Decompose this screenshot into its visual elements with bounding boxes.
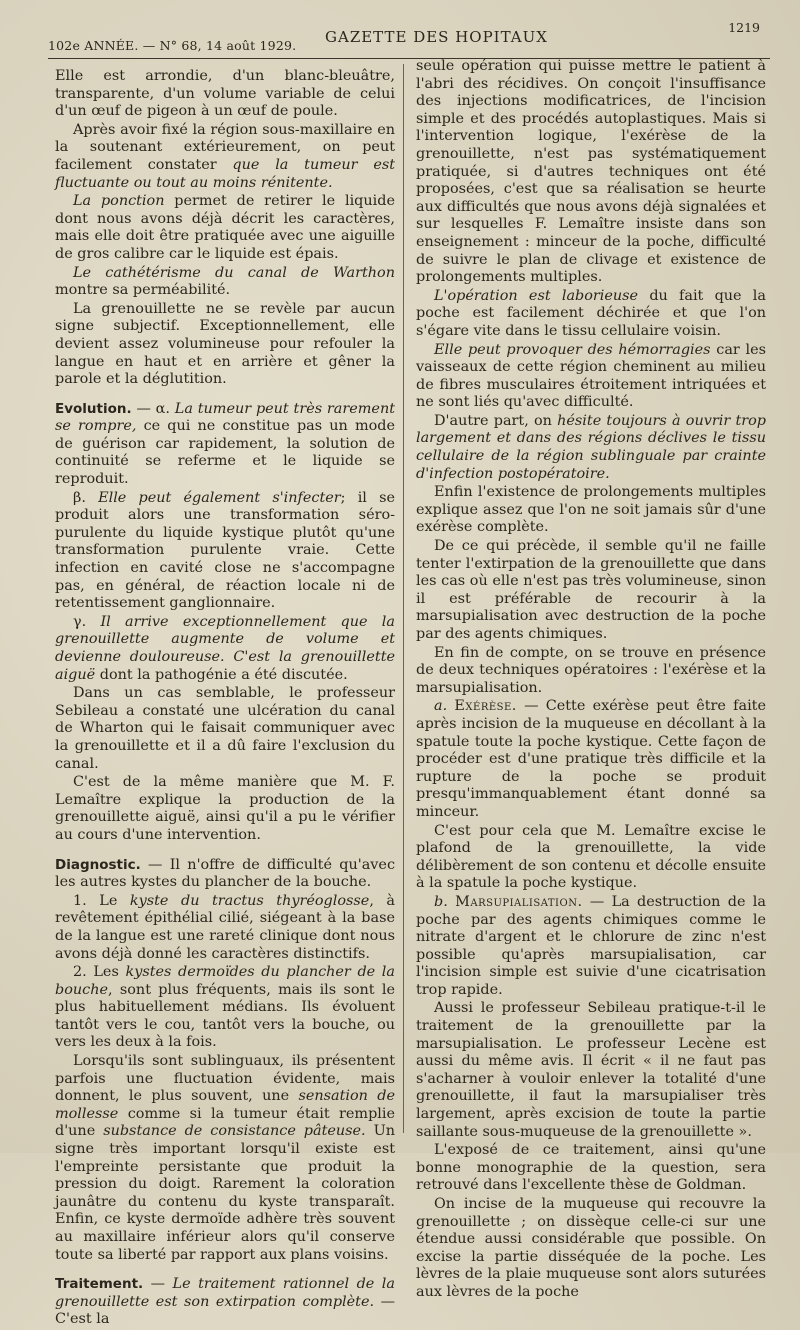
paragraph: Enfin l'existence de prolongements multiples explique assez que l'on ne soit jamais sûr d'une exérèse complète. xyxy=(416,484,766,536)
subsection-heading: Exérèse. xyxy=(454,698,517,715)
paragraph: C'est de la même manière que M. F. Lemaître explique la production de la grenouillette aiguë, ainsi qu'il a pu le vérifier au cours d'une intervention. xyxy=(55,774,395,843)
subsection-exerese: a. Exérèse. — Cette exérèse peut être faite après incision de la muqueuse en décollant à la spatule toute la poche kystique. Cette façon de procéder est d'une pratique très difficile et la rupture de la poche se produit presqu'immanquablement étant donné sa minceur. xyxy=(416,698,766,820)
section-diagnostic: Diagnostic. — Il n'offre de difficulté qu'avec les autres kystes du plancher de la bouche. xyxy=(55,856,395,891)
paragraph: Elle est arrondie, d'un blanc-bleuâtre, transparente, d'un volume variable de celui d'un œuf de pigeon à un œuf de poule. xyxy=(55,68,395,120)
column-separator xyxy=(403,64,404,1133)
paragraph: On incise de la muqueuse qui recouvre la grenouillette ; on dissèque celle-ci sur une étendue aussi considérable que possible. On excise la partie disséquée de la poche. Les lèvres de la plaie muqueuse sont alors suturées aux lèvres de la poche xyxy=(416,1196,766,1300)
paragraph: En fin de compte, on se trouve en présence de deux techniques opératoires : l'exérèse et la marsupialisation. xyxy=(416,644,766,696)
paragraph: Après avoir fixé la région sous-maxillaire en la soutenant extérieurement, on peut facilement constater que la tumeur est fluctuante ou tout au moins rénitente. xyxy=(55,121,395,191)
paragraph: L'opération est laborieuse du fait que la poche est facilement déchirée et que l'on s'égare vite dans le tissu cellulaire voisin. xyxy=(416,287,766,339)
subsection-heading: Marsupialisation. xyxy=(455,893,583,910)
journal-title: GAZETTE DES HOPITAUX xyxy=(325,28,548,46)
paragraph: De ce qui précède, il semble qu'il ne faille tenter l'extirpation de la grenouillette que dans les cas où elle n'est pas très volumineuse, sinon il est préférable de recourir à la marsupialisation avec destruction de la poche par des agents chimiques. xyxy=(416,538,766,642)
subsection-marsupialisation: b. Marsupialisation. — La destruction de la poche par des agents chimiques comme le nitrate d'argent et le chlorure de zinc n'est possible qu'après marsupialisation, car l'incision simple est suivie d'une cicatrisation trop rapide. xyxy=(416,893,766,998)
paragraph: La grenouillette ne se revèle par aucun signe subjectif. Exceptionnellement, elle devient assez volumineuse pour refouler la langue en haut et en arrière et gêner la parole et la déglutition. xyxy=(55,300,395,388)
paragraph: Le cathétérisme du canal de Warthon montre sa perméabilité. xyxy=(55,264,395,299)
page-number: 1219 xyxy=(728,20,760,35)
page-header xyxy=(40,18,770,58)
paragraph: β. Elle peut également s'infecter; il se produit alors une transformation séro-purulente du liquide kystique plutôt qu'une transformation purulente vraie. Cette infection en cavité close ne s'accompagne pas, en général, de réaction locale ni de retentissement ganglionnaire. xyxy=(55,489,395,612)
paragraph: L'exposé de ce traitement, ainsi qu'une bonne monographie de la question, sera retrouvé dans l'excellente thèse de Goldman. xyxy=(416,1142,766,1194)
paragraph: La ponction permet de retirer le liquide dont nous avons déjà décrit les caractères, mais elle doit être pratiquée avec une aiguille de gros calibre car le liquide est épais. xyxy=(55,193,395,262)
paragraph: 2. Les kystes dermoïdes du plancher de la bouche, sont plus fréquents, mais ils sont le plus habituellement médians. Ils évoluent tantôt vers le cou, tantôt vers la bouche, ou vers les deux à la fois. xyxy=(55,964,395,1051)
paragraph: D'autre part, on hésite toujours à ouvrir trop largement et dans des régions déclives le tissu cellulaire de la région sublinguale par crainte d'infection postopératoire. xyxy=(416,412,766,482)
section-traitement: Traitement. — Le traitement rationnel de la grenouillette est son extirpation complète. — C'est la xyxy=(55,1276,395,1328)
paragraph: seule opération qui puisse mettre le patient à l'abri des récidives. On conçoit l'insuffisance des injections modificatrices, de l'incision simple et des procédés autoplastiques. Mais si l'intervention logique, l'exérèse de la grenouillette, n'est pas systématiquement pratiquée, si d'autres techniques ont été proposées, c'est que sa réalisation se heurte aux difficultés que nous avons déjà signalées et sur lesquelles F. Lemaître insiste dans son enseignement : minceur de la poche, difficulté de suivre le plan de clivage et existence de prolongements multiples. xyxy=(416,58,766,286)
section-heading: Traitement. xyxy=(55,1276,144,1293)
paragraph: 1. Le kyste du tractus thyréoglosse, à revêtement épithélial cilié, siégeant à la base de la langue est une rareté clinique dont nous avons déjà donné les caractères distinctifs. xyxy=(55,892,396,962)
paragraph: Aussi le professeur Sebileau pratique-t-il le traitement de la grenouillette par la marsupialisation. Le professeur Lecène est aussi du même avis. Il écrit « il ne faut pas s'acharner à vouloir enlever la totalité d'une grenouillette, il faut la marsupialiser très largement, après excision de toute la partie saillante sous-muqueuse de la grenouillette ». xyxy=(416,1000,766,1140)
section-heading: Evolution. xyxy=(55,400,132,417)
paragraph: Elle peut provoquer des hémorragies car les vaisseaux de cette région cheminent au milieu de fibres musculaires étroitement intriquées et ne sont liés qu'avec difficulté. xyxy=(416,341,766,411)
paragraph: γ. Il arrive exceptionnellement que la grenouillette augmente de volume et devienne douloureuse. C'est la grenouillette aiguë dont la pathogénie a été discutée. xyxy=(55,613,395,683)
left-column xyxy=(55,68,395,1330)
section-heading: Diagnostic. xyxy=(55,856,141,873)
paragraph: Lorsqu'ils sont sublinguaux, ils présentent parfois une fluctuation évidente, mais donnent, le plus souvent, une sensation de mollesse comme si la tumeur était remplie d'une substance de consistance pâteuse. Un signe très important lorsqu'il existe est l'empreinte persistante que produit la pression du doigt. Rarement la coloration jaunâtre du contenu du kyste transparaît. Enfin, ce kyste dermoïde adhère très souvent au maxillaire inférieur alors qu'il conserve toute sa liberté par rapport aux plans voisins. xyxy=(55,1053,396,1263)
issue-info: 102e ANNÉE. — N° 68, 14 août 1929. xyxy=(48,38,297,53)
paragraph: Dans un cas semblable, le professeur Sebileau a constaté une ulcération du canal de Wharton qui le faisait communiquer avec la grenouillette et il a dû faire l'exclusion du canal. xyxy=(55,685,395,772)
section-evolution: Evolution. — α. La tumeur peut très rarement se rompre, ce qui ne constitue pas un mode de guérison car rapidement, la solution de continuité se referme et le liquide se reproduit. xyxy=(55,400,395,488)
right-column xyxy=(416,58,766,1303)
paragraph: C'est pour cela que M. Lemaître excise le plafond de la grenouillette, la vide délibèrement de son contenu et décolle ensuite à la spatule la poche kystique. xyxy=(416,822,766,892)
